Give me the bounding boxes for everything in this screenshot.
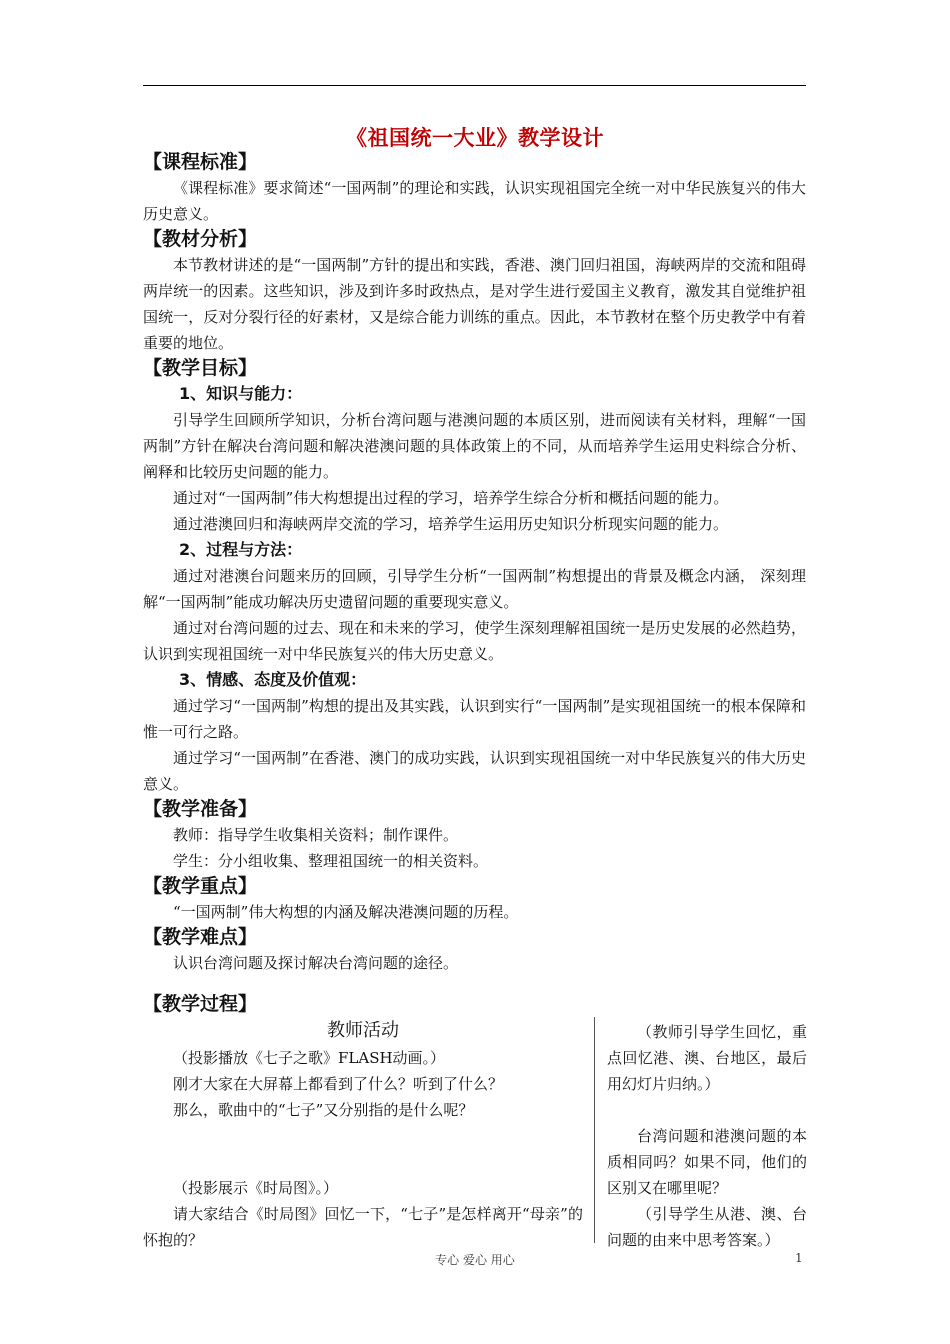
paragraph: 通过对港澳台问题来历的回顾，引导学生分析“一国两制”构想提出的背景及概念内涵， 深刻理解“一国两制”能成功解决历史遗留问题的重要现实意义。: [143, 567, 806, 611]
document-body: [143, 150, 807, 1249]
paragraph: 《课程标准》要求简述“一国两制”的理论和实践，认识实现祖国完全统一对中华民族复兴的伟大历史意义。: [143, 179, 806, 223]
paragraph: “一国两制”伟大构想的内涵及解决港澳问题的历程。: [173, 903, 519, 921]
paragraph: 引导学生回顾所学知识，分析台湾问题与港澳问题的本质区别，进而阅读有关材料，理解“一国两制”方针在解决台湾问题和解决港澳问题的具体政策上的不同，从而培养学生运用史料综合分析、阐释和比较历史问题的能力。: [143, 411, 806, 481]
paragraph: 请大家结合《时局图》回忆一下，“七子”是怎样离开“母亲”的怀抱的？: [143, 1205, 583, 1249]
paragraph: 通过对“一国两制”伟大构想提出过程的学习，培养学生综合分析和概括问题的能力。: [173, 489, 729, 507]
heading-teaching-goals: 【教学目标】: [143, 357, 258, 379]
teacher-activity-column: [143, 1017, 583, 1253]
paragraph: 刚才大家在大屏幕上都看到了什么？听到了什么？: [173, 1075, 504, 1093]
heading-teaching-process: 【教学过程】: [143, 993, 258, 1015]
paragraph: 通过学习“一国两制”构想的提出及其实践，认识到实行“一国两制”是实现祖国统一的根本保障和惟一可行之路。: [143, 697, 806, 741]
paragraph: （教师引导学生回忆，重点回忆港、澳、台地区，最后用幻灯片归纳。）: [607, 1023, 807, 1093]
paragraph: 通过学习“一国两制”在香港、澳门的成功实践，认识到实现祖国统一对中华民族复兴的伟大历史意义。: [143, 749, 806, 793]
document-title: 《祖国统一大业》教学设计: [346, 125, 604, 150]
paragraph: 认识台湾问题及探讨解决台湾问题的途径。: [173, 954, 459, 972]
heading-material-analysis: 【教材分析】: [143, 228, 258, 250]
paragraph: 通过对台湾问题的过去、现在和未来的学习，使学生深刻理解祖国统一是历史发展的必然趋势，认识到实现祖国统一对中华民族复兴的伟大历史意义。: [143, 619, 806, 663]
paragraph: 本节教材讲述的是“一国两制”方针的提出和实践，香港、澳门回归祖国，海峡两岸的交流和阻碍两岸统一的因素。这些知识，涉及到许多时政热点，是对学生进行爱国主义教育，激发其自觉维护祖国统一，反对分裂行径的好素材，又是综合能力训练的重点。因此，本节教材在整个历史教学中有着重要的地位。: [143, 256, 806, 352]
subheading-process-method: 2、过程与方法：: [179, 540, 303, 559]
process-table: [143, 1017, 807, 1249]
paragraph: （投影展示《时局图》。）: [173, 1179, 339, 1197]
page-number: 1: [795, 1251, 803, 1265]
paragraph: （引导学生从港、澳、台问题的由来中思考答案。）: [607, 1205, 807, 1249]
paragraph: 通过港澳回归和海峡两岸交流的学习，培养学生运用历史知识分析现实问题的能力。: [173, 515, 729, 533]
column-header-teacher-activity: 教师活动: [327, 1020, 399, 1041]
paragraph: 台湾问题和港澳问题的本质相同吗？如果不同，他们的区别又在哪里呢？: [607, 1127, 807, 1197]
notes-column: [607, 1019, 807, 1253]
paragraph: 学生：分小组收集、整理祖国统一的相关资料。: [173, 852, 489, 870]
heading-course-standard: 【课程标准】: [143, 151, 258, 173]
paragraph: 教师：指导学生收集相关资料；制作课件。: [173, 826, 459, 844]
column-divider: [594, 1017, 595, 1243]
paragraph: 那么，歌曲中的“七子”又分别指的是什么呢？: [173, 1101, 474, 1119]
heading-teaching-prep: 【教学准备】: [143, 798, 258, 820]
heading-key-points: 【教学重点】: [143, 875, 258, 897]
header-rule: [143, 85, 806, 86]
heading-difficult-points: 【教学难点】: [143, 926, 258, 948]
subheading-knowledge: 1、知识与能力：: [179, 384, 303, 403]
footer-slogan: 专心 爱心 用心: [435, 1253, 515, 1267]
paragraph: （投影播放《七子之歌》FLASH动画。）: [173, 1049, 446, 1067]
subheading-emotion-values: 3、情感、态度及价值观：: [179, 670, 367, 689]
